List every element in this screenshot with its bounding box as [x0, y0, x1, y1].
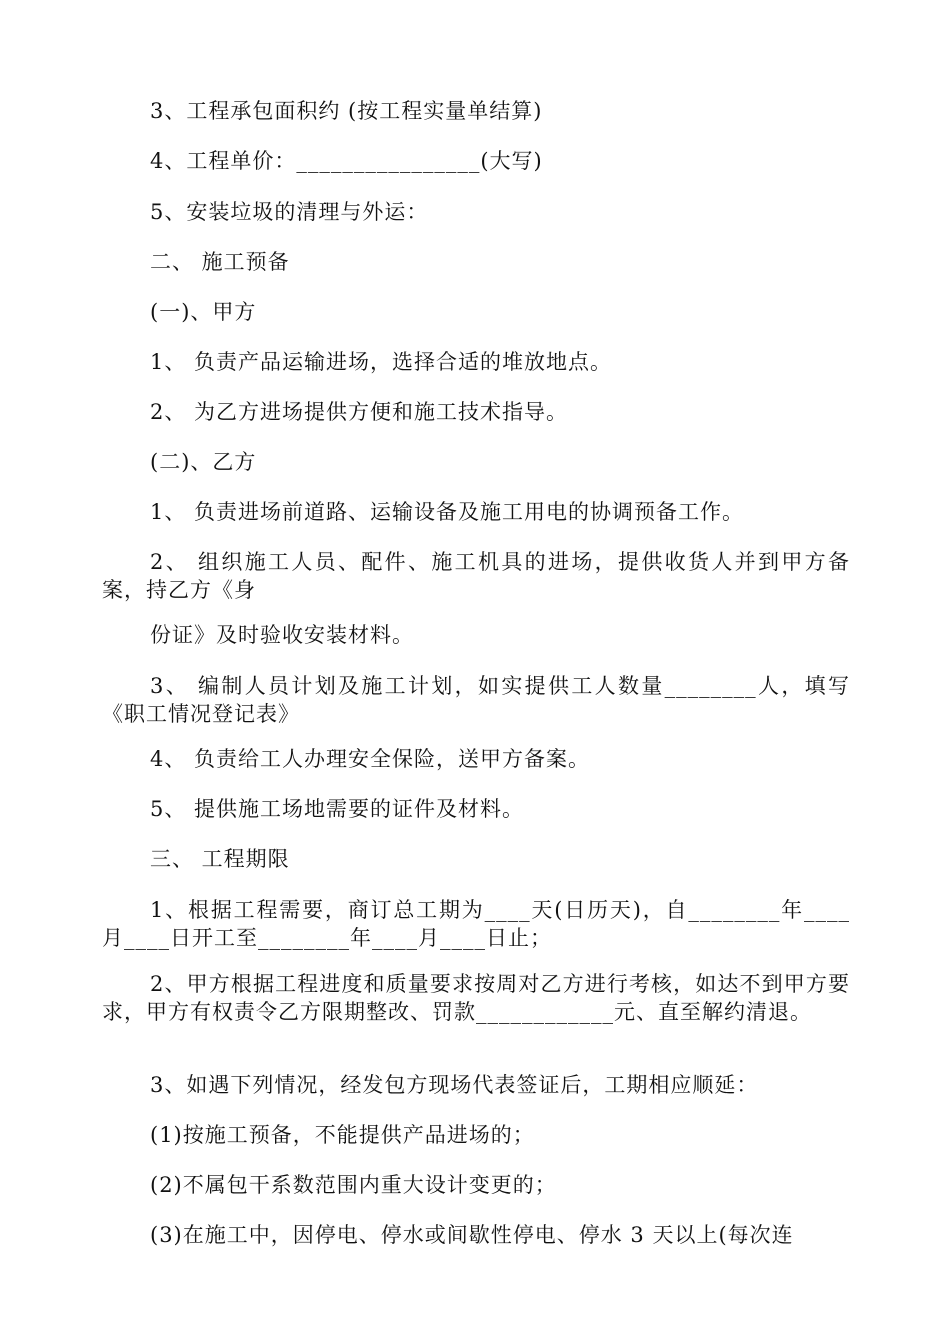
party-b-item-4: 4、 负责给工人办理安全保险，送甲方备案。 — [150, 747, 591, 771]
term-item-3: 3、如遇下列情况，经发包方现场代表签证后，工期相应顺延： — [150, 1073, 759, 1097]
delay-case-1: (1)按施工预备，不能提供产品进场的； — [150, 1123, 535, 1147]
party-b-item-2: 2、 组织施工人员、配件、施工机具的进场，提供收货人并到甲方备案，持乙方《身 — [102, 550, 850, 602]
party-a-item-2: 2、 为乙方进场提供方便和施工技术指导。 — [150, 400, 569, 424]
party-b-item-1: 1、 负责进场前道路、运输设备及施工用电的协调预备工作。 — [150, 500, 745, 524]
item-5-waste: 5、安装垃圾的清理与外运： — [150, 200, 429, 224]
party-b-heading: (二)、乙方 — [150, 450, 257, 474]
term-item-1: 1、根据工程需要，商订总工期为____天(日历天)，自________年____月____日开工至________年____月____日止； — [102, 898, 850, 950]
delay-case-2: (2)不属包干系数范围内重大设计变更的； — [150, 1173, 557, 1197]
party-a-heading: (一)、甲方 — [150, 300, 257, 324]
party-b-item-5: 5、 提供施工场地需要的证件及材料。 — [150, 797, 525, 821]
item-4-unit-price: 4、工程单价：________________(大写) — [150, 149, 543, 173]
party-b-item-3: 3、 编制人员计划及施工计划，如实提供工人数量________人，填写《职工情况登记表》 — [102, 674, 850, 726]
section-3-heading: 三、 工程期限 — [150, 847, 290, 871]
party-a-item-1: 1、 负责产品运输进场，选择合适的堆放地点。 — [150, 350, 613, 374]
party-b-item-2-continued: 份证》及时验收安装材料。 — [150, 623, 414, 647]
item-3-area: 3、工程承包面积约 (按工程实量单结算) — [150, 99, 543, 123]
delay-case-3: (3)在施工中，因停电、停水或间歇性停电、停水 3 天以上(每次连 — [150, 1223, 794, 1247]
section-2-heading: 二、 施工预备 — [150, 250, 290, 274]
term-item-2: 2、甲方根据工程进度和质量要求按周对乙方进行考核，如达不到甲方要求，甲方有权责令乙方限期整改、罚款____________元、直至解约清退。 — [102, 972, 850, 1024]
